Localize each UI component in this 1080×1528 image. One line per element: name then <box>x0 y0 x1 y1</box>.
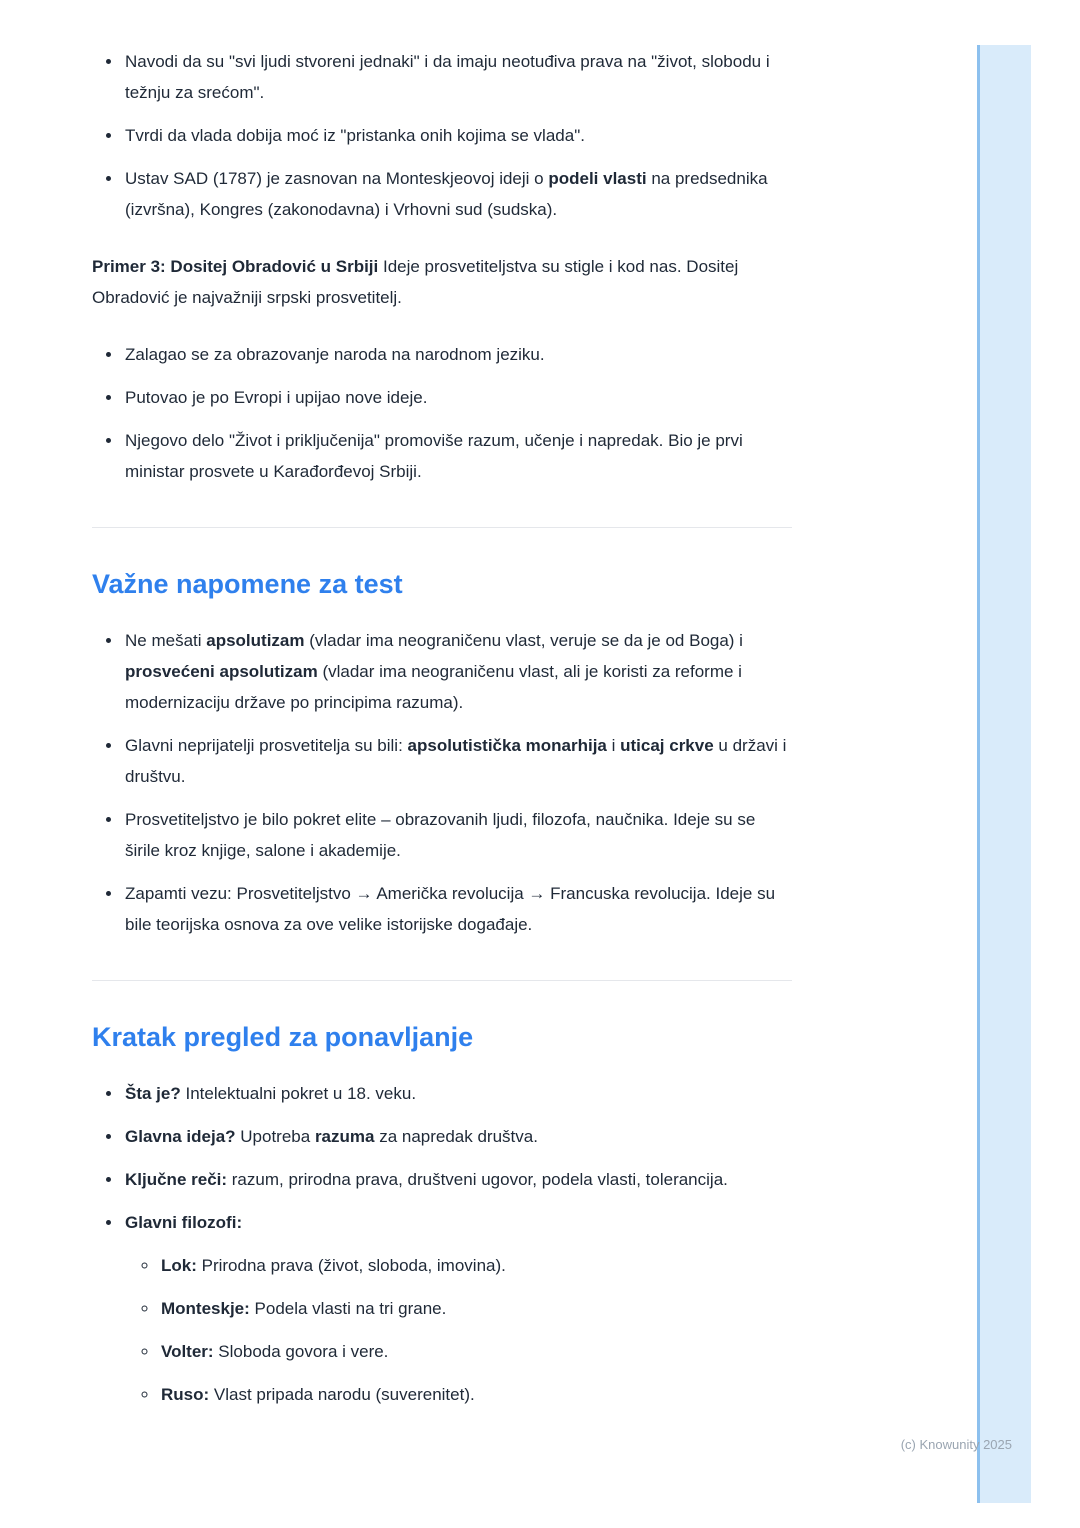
list-item: • Ustav SAD (1787) je zasnovan na Monteskjeovoj ideji o podeli vlasti na predsednika (izvršna), Kongres (zakonodavna) i Vrhovni sud (sudska). <box>123 163 792 225</box>
primer-3-paragraph: Primer 3: Dositej Obradović u Srbiji Ideje prosvetiteljstva su stigle i kod nas. Dositej Obradović je najvažniji srpski prosvetitelj. <box>92 257 739 307</box>
copyright-footer: (c) Knowunity 2025 <box>900 1437 1012 1452</box>
list-item: • Zapamti vezu: Prosvetiteljstvo → Američka revolucija → Francuska revolucija. Ideje su bile teorijska osnova za ove velike istorijske događaje. <box>123 878 792 940</box>
list-item: • Prosvetiteljstvo je bilo pokret elite – obrazovanih ljudi, filozofa, naučnika. Ideje su se širile kroz knjige, salone i akademije. <box>123 804 792 866</box>
sub-list-item: ◦ Lok: Prirodna prava (život, sloboda, imovina). <box>159 1250 792 1281</box>
sub-list-item: ◦ Monteskje: Podela vlasti na tri grane. <box>159 1293 792 1324</box>
philosophers-sublist <box>125 1250 792 1410</box>
list-item: • Tvrdi da vlada dobija moć iz "pristanka onih kojima se vlada". <box>123 120 792 151</box>
section-divider <box>92 980 792 981</box>
list-item: • Putovao je po Evropi i upijao nove ideje. <box>123 382 792 413</box>
list-item: • Navodi da su "svi ljudi stvoreni jednaki" i da imaju neotuđiva prava na "život, slobodu i težnju za srećom". <box>123 46 792 108</box>
list-item: • Ključne reči: razum, prirodna prava, društveni ugovor, podela vlasti, tolerancija. <box>123 1164 792 1195</box>
list-item: • Glavna ideja? Upotreba razuma za napredak društva. <box>123 1121 792 1152</box>
page-accent-bar <box>977 45 1031 1503</box>
declaration-bullet-list <box>92 46 792 225</box>
sub-list-item: ◦ Ruso: Vlast pripada narodu (suverenitet). <box>159 1379 792 1410</box>
dositej-bullet-list <box>92 339 792 487</box>
list-item <box>123 1207 792 1410</box>
sub-list-item: ◦ Volter: Sloboda govora i vere. <box>159 1336 792 1367</box>
list-item: • Njegovo delo "Život i priključenija" promoviše razum, učenje i napredak. Bio je prvi ministar prosvete u Karađorđevoj Srbiji. <box>123 425 792 487</box>
list-item: • Glavni neprijatelji prosvetitelja su bili: apsolutistička monarhija i uticaj crkve u državi i društvu. <box>123 730 792 792</box>
review-bullet-list <box>92 1078 792 1410</box>
section-divider <box>92 527 792 528</box>
notes-bullet-list <box>92 625 792 940</box>
document-content <box>92 46 792 1436</box>
philosophers-label: Glavni filozofi: <box>125 1213 243 1232</box>
list-item: • Šta je? Intelektualni pokret u 18. veku. <box>123 1078 792 1109</box>
list-item: • Zalagao se za obrazovanje naroda na narodnom jeziku. <box>123 339 792 370</box>
section-heading-review: Kratak pregled za ponavljanje <box>92 1022 474 1052</box>
section-heading-notes: Važne napomene za test <box>92 569 403 599</box>
list-item: • Ne mešati apsolutizam (vladar ima neograničenu vlast, veruje se da je od Boga) i prosvećeni apsolutizam (vladar ima neograničenu vlast, ali je koristi za reforme i modernizaciju države po principima razuma). <box>123 625 792 718</box>
